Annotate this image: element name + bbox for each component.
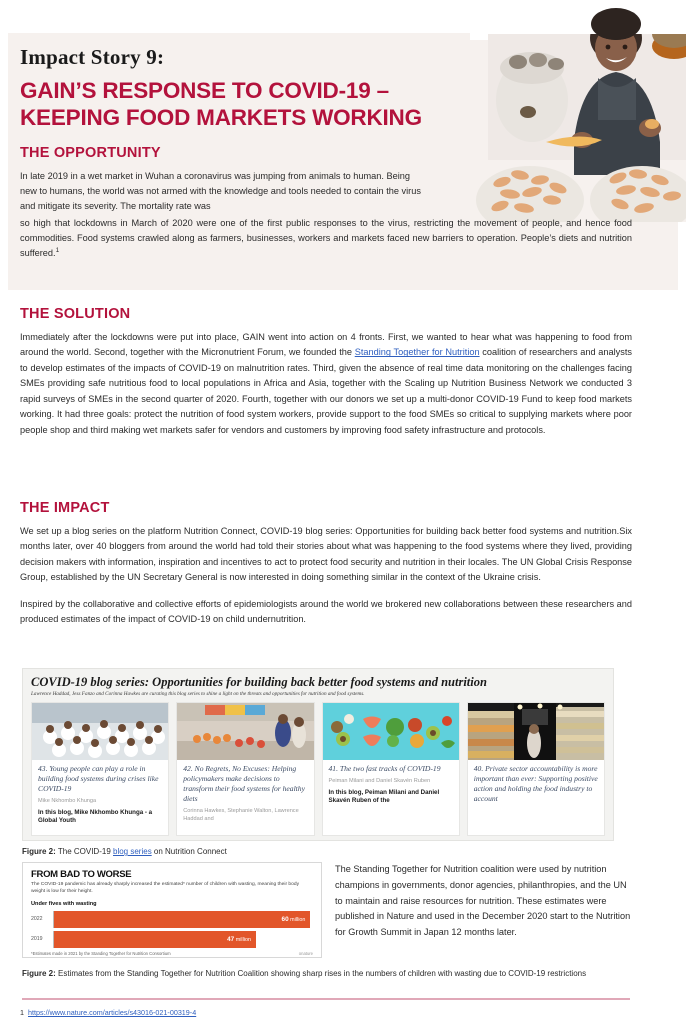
footnote-link[interactable]: https://www.nature.com/articles/s43016-021-00319-4 bbox=[28, 1008, 197, 1017]
blog-series-figure bbox=[22, 668, 614, 841]
healthy-foods-flatlay-photo bbox=[323, 703, 459, 760]
section-heading-opportunity: THE OPPORTUNITY bbox=[20, 145, 161, 162]
section-heading-solution: THE SOLUTION bbox=[20, 306, 131, 322]
chart-bar-2022 bbox=[54, 911, 310, 928]
opportunity-paragraph-top: In late 2019 in a wet market in Wuhan a coronavirus was jumping from animals to human. Being new to humans, the world was not armed with the knowledge and tools needed to contain the virus and mitigate its severity. The mortality rate was bbox=[20, 171, 421, 211]
list-item[interactable] bbox=[176, 702, 314, 836]
list-item[interactable] bbox=[31, 702, 169, 836]
blog-series-link[interactable]: blog series bbox=[113, 847, 152, 856]
chart-category-label: 2019 bbox=[31, 936, 43, 943]
footer-divider bbox=[22, 998, 630, 1000]
card-heading: 42. No Regrets, No Excuses: Helping policymakers make decisions to transform their food systems for healthy diets bbox=[183, 764, 305, 804]
opportunity-paragraph-bottom-text: so high that lockdowns in March of 2020 were one of the first public responses to the virus, restricting the movement of people, and hence food commodities. Food systems crawled along as farmers, businesses, workers and markets faced new barriers to operation. People’s diets and nutrition suffered. bbox=[20, 217, 632, 258]
footnote-marker: 1 bbox=[55, 246, 60, 254]
opportunity-paragraph-bottom bbox=[20, 216, 632, 261]
chart-bar-track bbox=[53, 911, 313, 928]
blog-series-title: COVID-19 blog series: Opportunities for building back better food systems and nutrition bbox=[31, 675, 487, 689]
card-body bbox=[468, 760, 604, 804]
section-solution bbox=[20, 306, 632, 447]
figure-2-chart-caption-prefix: Figure 2: bbox=[22, 969, 56, 978]
card-body bbox=[323, 760, 459, 806]
chart-note: *Estimates made in 2021 by the Standing Together for Nutrition Consortium bbox=[31, 950, 171, 956]
chart-bar-row bbox=[31, 911, 313, 928]
chart-value-label: 47 million bbox=[227, 935, 252, 943]
figure-2-blog-caption-prefix: Figure 2: bbox=[22, 847, 56, 856]
figure-2-blog-caption-part1: The COVID-19 bbox=[55, 847, 113, 856]
wasting-bar-chart bbox=[22, 862, 322, 958]
figure-2-chart-caption-text: Estimates from the Standing Together for Nutrition Coalition showing sharp rises in the numbers of children with wasting due to COVID-19 restrictions bbox=[55, 969, 587, 978]
card-authors: Corinna Hawkes, Stephanie Walton, Lawrence Haddad and bbox=[183, 808, 299, 822]
card-body bbox=[32, 760, 168, 826]
list-item[interactable] bbox=[467, 702, 605, 836]
youth-group-photo bbox=[32, 703, 168, 760]
card-authors: Peiman Milani and Daniel Skavén Ruben bbox=[328, 778, 431, 785]
standing-together-link[interactable]: Standing Together for Nutrition bbox=[354, 347, 480, 358]
header-content bbox=[20, 45, 660, 261]
card-heading: 40. Private sector accountability is more important than ever: Supporting positive action and holding the food industry to account bbox=[473, 764, 598, 804]
section-heading-impact: THE IMPACT bbox=[20, 500, 110, 516]
chart-category-label: 2022 bbox=[31, 916, 43, 923]
figure-2-chart-caption bbox=[22, 968, 630, 980]
solution-paragraph bbox=[20, 330, 632, 438]
card-heading: 41. The two fast tracks of COVID-19 bbox=[328, 764, 441, 773]
chart-axis-label: Under fives with wasting bbox=[31, 900, 97, 907]
section-impact bbox=[20, 500, 632, 637]
chart-subtitle: The COVID-19 pandemic has already sharply increased the estimated* number of children with wasting, meaning their body weight is low for their height. bbox=[31, 882, 300, 894]
card-authors: Mike Nkhombo Khunga bbox=[38, 798, 97, 805]
blog-card-list bbox=[23, 702, 613, 836]
footnote-number: 1 bbox=[20, 1008, 24, 1017]
street-market-photo bbox=[177, 703, 313, 760]
list-item[interactable] bbox=[322, 702, 460, 836]
chart-value-label: 60 million bbox=[281, 915, 306, 923]
eyebrow-impact-story: Impact Story 9: bbox=[20, 45, 165, 69]
right-column-paragraph: The Standing Together for Nutrition coalition were used by nutrition champions in governments, donor agencies, philanthropies, and the UN to maintain and raise resources for nutrition. These estimates were published in Nature and used in the December 2020 start to the Nutrition for Growth Summit in Japan 12 months later. bbox=[335, 864, 631, 938]
chart-bar-2019 bbox=[54, 931, 256, 948]
figure-2-blog-caption bbox=[22, 846, 227, 858]
blog-series-subtitle: Lawrence Haddad, Jess Fanzo and Corinna Hawkes are curating this blog series to shine a light on the threats and opportunities for nutrition and food systems. bbox=[31, 691, 365, 697]
chart-title: FROM BAD TO WORSE bbox=[31, 869, 132, 880]
supermarket-aisle-photo bbox=[468, 703, 604, 760]
figure-2-blog-caption-part2: on Nutrition Connect bbox=[151, 847, 227, 856]
chart-bar-row bbox=[31, 931, 313, 948]
card-heading: 43. Young people can play a role in building food systems during crises like COVID-19 bbox=[38, 764, 159, 794]
chart-source: onature bbox=[298, 950, 313, 956]
page-title: GAIN’S RESPONSE TO COVID-19 – KEEPING FOOD MARKETS WORKING bbox=[20, 78, 422, 130]
chart-footer bbox=[31, 951, 313, 956]
impact-paragraph-1: We set up a blog series on the platform Nutrition Connect, COVID-19 blog series: Opportunities for building back better food systems and nutrition.Six months later, over 40 bloggers from around the world had told their stories about what was happening to the food systems where they lived, providing decision makers with information, inspiration and incentives to act to protect food security and nutrition in their locales. The UN Global Crisis Response Group, established by the UN Secretary General is now interested in doing something similar in the context of the Ukraine crisis. bbox=[20, 526, 632, 583]
chart-bar-track bbox=[53, 931, 313, 948]
card-snippet: In this blog, Peiman Milani and Daniel Skavén Ruben of the bbox=[328, 788, 440, 805]
footnote bbox=[20, 1008, 196, 1017]
card-snippet: In this blog, Mike Nkhombo Khunga - a Global Youth bbox=[38, 808, 153, 825]
solution-text-part2: coalition of researchers and analysts to develop estimates of the impacts of COVID-19 on malnutrition rates. Third, given the absence of real time data monitoring on the challenges facing SMEs providing safe nutritious food to local populations in Africa and Asia, together with the Scaling up Nutrition Business Network we conducted 3 rapid surveys of SMEs in the second quarter of 2020. Fourth, together with our donors we set up a multi-donor COVID-19 Fund to keep food markets working. It had three goals: protect the nutrition of food system workers, provide support to the food SMEs so critical to supplying markets where poor people shop and third making wet markets safer for vendors and customers by improving food safety infrastructure and protocols. bbox=[20, 347, 633, 435]
impact-paragraph-2: Inspired by the collaborative and collective efforts of epidemiologists around the world we brokered new collaborations between these researchers and produced estimates of the impact of COVID-19 on child undernutrition. bbox=[20, 598, 632, 625]
card-body bbox=[177, 760, 313, 823]
solution-text-part1: Immediately after the lockdowns were put into place, GAIN went into action on 4 fronts. First, we wanted to hear what was happening to food from around the world. Second, together with the Micronutrient Forum, we founded the bbox=[20, 332, 632, 358]
